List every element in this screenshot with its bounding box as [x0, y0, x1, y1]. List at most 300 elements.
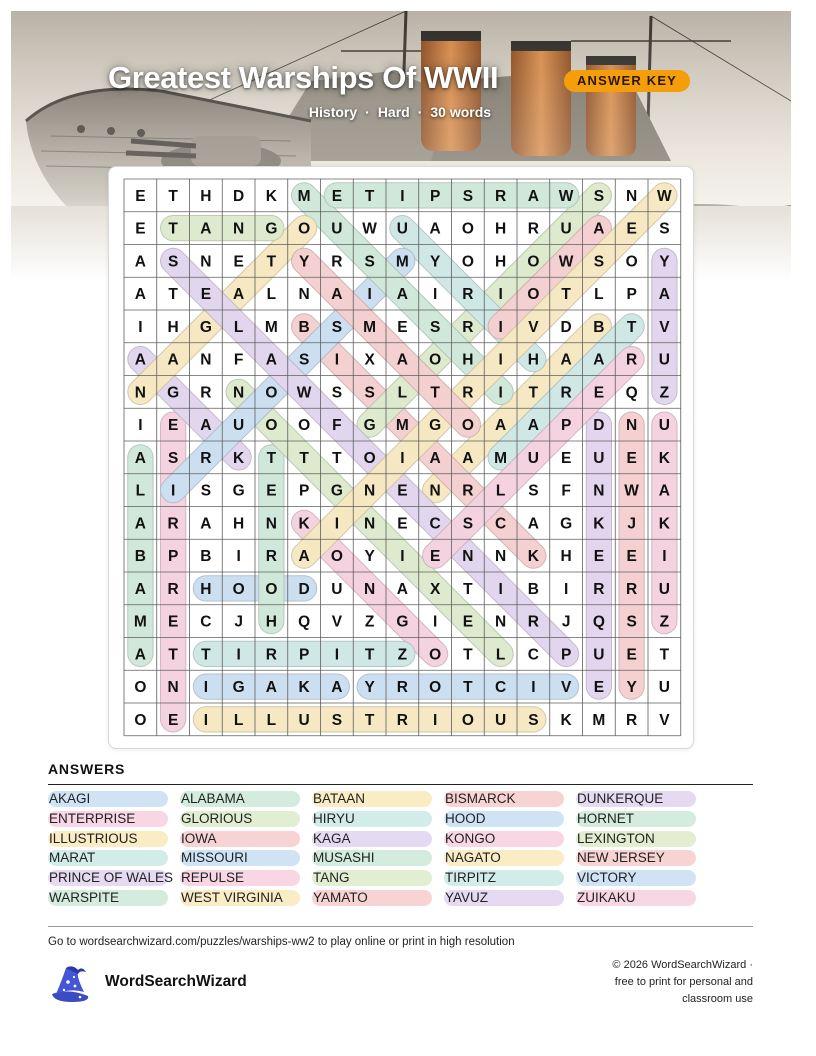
grid-cell-letter[interactable]: T	[266, 449, 277, 467]
grid-cell-letter[interactable]: T	[659, 646, 670, 664]
grid-cell-letter[interactable]: W	[558, 253, 574, 271]
grid-cell-letter[interactable]: G	[232, 679, 245, 697]
grid-cell-letter[interactable]: I	[236, 548, 241, 566]
grid-cell-letter[interactable]: R	[200, 384, 212, 402]
grid-cell-letter[interactable]: Y	[626, 679, 637, 697]
grid-cell-letter[interactable]: H	[495, 220, 507, 238]
grid-cell-letter[interactable]: I	[138, 417, 143, 435]
grid-cell-letter[interactable]: G	[429, 417, 442, 435]
grid-cell-letter[interactable]: U	[658, 417, 670, 435]
grid-cell-letter[interactable]: O	[625, 253, 638, 271]
grid-cell-letter[interactable]: S	[626, 613, 637, 631]
grid-cell-letter[interactable]: N	[364, 580, 376, 598]
grid-cell-letter[interactable]: N	[298, 286, 310, 304]
grid-cell-letter[interactable]: U	[658, 679, 670, 697]
grid-cell-letter[interactable]: E	[167, 417, 179, 435]
grid-cell-letter[interactable]: V	[659, 711, 670, 729]
grid-cell-letter[interactable]: C	[200, 613, 212, 631]
grid-cell-letter[interactable]: M	[133, 613, 147, 631]
grid-cell-letter[interactable]: H	[233, 515, 245, 533]
grid-cell-letter[interactable]: R	[462, 482, 474, 500]
grid-cell-letter[interactable]: Y	[659, 253, 670, 271]
grid-cell-letter[interactable]: R	[626, 351, 638, 369]
grid-cell-letter[interactable]: W	[558, 187, 574, 205]
grid-cell-letter[interactable]: F	[332, 417, 342, 435]
grid-cell-letter[interactable]: R	[462, 318, 474, 336]
grid-cell-letter[interactable]: K	[658, 515, 670, 533]
grid-cell-letter[interactable]: O	[429, 679, 442, 697]
grid-cell-letter[interactable]: A	[527, 187, 539, 205]
grid-cell-letter[interactable]: I	[367, 286, 372, 304]
grid-cell-letter[interactable]: U	[658, 351, 670, 369]
answer-word: NEW JERSEY	[576, 850, 696, 866]
grid-cell-letter[interactable]: K	[593, 515, 605, 533]
grid-cell-letter[interactable]: W	[657, 187, 672, 205]
grid-cell-letter[interactable]: S	[528, 482, 539, 500]
grid-cell-letter[interactable]: U	[331, 220, 343, 238]
grid-cell-letter[interactable]: C	[527, 646, 539, 664]
grid-cell-letter[interactable]: Y	[429, 253, 441, 271]
grid-cell-letter[interactable]: O	[461, 417, 474, 435]
grid-cell-letter[interactable]: P	[298, 482, 310, 500]
grid-cell-letter[interactable]: G	[167, 384, 180, 402]
grid-cell-letter[interactable]: G	[232, 482, 245, 500]
grid-cell-letter[interactable]: U	[658, 580, 670, 598]
grid-cell-letter[interactable]: N	[265, 515, 277, 533]
grid-cell-letter[interactable]: T	[332, 449, 342, 467]
grid-cell-letter[interactable]: N	[495, 613, 507, 631]
grid-cell-letter[interactable]: R	[167, 580, 179, 598]
grid-cell-letter[interactable]: R	[560, 384, 572, 402]
grid-cell-letter[interactable]: T	[561, 286, 571, 304]
grid-cell-letter[interactable]: L	[495, 646, 506, 664]
grid-cell-letter[interactable]: O	[265, 384, 278, 402]
grid-cell-letter[interactable]: E	[167, 711, 179, 729]
grid-cell-letter[interactable]: N	[626, 187, 638, 205]
grid-cell-letter[interactable]: N	[593, 482, 605, 500]
grid-cell-letter[interactable]: O	[461, 711, 474, 729]
grid-cell-letter[interactable]: U	[593, 449, 605, 467]
grid-cell-letter[interactable]: C	[429, 515, 441, 533]
grid-cell-letter[interactable]: R	[396, 711, 408, 729]
grid-cell-letter[interactable]: I	[203, 679, 209, 697]
grid-cell-letter[interactable]: S	[593, 253, 605, 271]
grid-cell-letter[interactable]: E	[429, 548, 441, 566]
word-search-grid	[109, 167, 693, 748]
grid-cell-letter[interactable]: R	[265, 548, 277, 566]
grid-cell-letter[interactable]: W	[624, 482, 639, 500]
grid-cell-letter[interactable]: G	[560, 515, 573, 533]
grid-cell-letter[interactable]: O	[232, 580, 245, 598]
grid-cell-letter[interactable]: K	[233, 449, 245, 467]
grid-cell-letter[interactable]: L	[135, 482, 146, 500]
grid-cell-letter[interactable]: A	[593, 220, 605, 238]
answers-heading: ANSWERS	[48, 761, 126, 777]
grid-cell-letter[interactable]: N	[134, 384, 146, 402]
grid-cell-letter[interactable]: T	[626, 318, 637, 336]
footer-link[interactable]: Go to wordsearchwizard.com/puzzles/warships-ww2 to play online or print in high resolution	[48, 936, 515, 948]
grid-cell-letter[interactable]: N	[200, 253, 212, 271]
grid-cell-letter[interactable]: O	[461, 220, 474, 238]
grid-cell-letter[interactable]: R	[265, 646, 277, 664]
grid-cell-letter[interactable]: A	[134, 449, 146, 467]
grid-cell-letter[interactable]: J	[561, 613, 571, 631]
grid-cell-letter[interactable]: U	[331, 580, 343, 598]
grid-cell-letter[interactable]: L	[495, 482, 506, 500]
grid-cell-letter[interactable]: A	[134, 646, 146, 664]
grid-cell-letter[interactable]: O	[527, 286, 540, 304]
grid-cell-letter[interactable]: I	[400, 187, 405, 205]
grid-cell-letter[interactable]: A	[658, 286, 670, 304]
grid-cell-letter[interactable]: R	[593, 580, 605, 598]
grid-cell-letter[interactable]: X	[429, 580, 441, 598]
grid-cell-letter[interactable]: V	[659, 318, 670, 336]
grid-cell-letter[interactable]: S	[462, 187, 474, 205]
grid-cell-letter[interactable]: R	[626, 580, 638, 598]
grid-cell-letter[interactable]: I	[432, 286, 438, 304]
grid-cell-letter[interactable]: E	[167, 613, 179, 631]
grid-cell-letter[interactable]: M	[592, 711, 606, 729]
grid-cell-letter[interactable]: N	[462, 548, 474, 566]
grid-cell-letter[interactable]: W	[296, 384, 312, 402]
grid-cell-letter[interactable]: B	[527, 580, 539, 598]
grid-cell-letter[interactable]: S	[331, 711, 343, 729]
grid-cell-letter[interactable]: I	[334, 515, 340, 533]
grid-cell-letter[interactable]: A	[298, 548, 310, 566]
grid-cell-letter[interactable]: T	[201, 646, 211, 664]
grid-cell-letter[interactable]: U	[527, 449, 539, 467]
grid-cell-letter[interactable]: E	[626, 220, 637, 238]
grid-cell-letter[interactable]: B	[134, 548, 146, 566]
grid-cell-letter[interactable]: H	[200, 580, 212, 598]
grid-cell-letter[interactable]: D	[560, 318, 572, 336]
grid-cell-letter[interactable]: U	[396, 220, 408, 238]
grid-cell-letter[interactable]: U	[233, 417, 245, 435]
grid-cell-letter[interactable]: E	[560, 449, 572, 467]
grid-cell-letter[interactable]: B	[298, 318, 310, 336]
grid-cell-letter[interactable]: R	[331, 253, 343, 271]
grid-cell-letter[interactable]: L	[266, 711, 277, 729]
grid-cell-letter[interactable]: P	[560, 417, 572, 435]
grid-cell-letter[interactable]: Z	[397, 646, 408, 664]
grid-cell-letter[interactable]: G	[265, 220, 278, 238]
grid-cell-letter[interactable]: O	[298, 220, 311, 238]
grid-cell-letter[interactable]: L	[594, 286, 604, 304]
grid-cell-letter[interactable]: K	[298, 515, 310, 533]
grid-cell-letter[interactable]: U	[298, 711, 310, 729]
grid-cell-letter[interactable]: I	[236, 646, 241, 664]
answer-word: BATAAN	[312, 791, 432, 807]
grid-cell-letter[interactable]: A	[167, 351, 179, 369]
grid-cell-letter[interactable]: T	[168, 187, 178, 205]
grid-cell-letter[interactable]: D	[233, 187, 245, 205]
grid-cell-letter[interactable]: N	[626, 417, 638, 435]
grid-cell-letter[interactable]: N	[167, 679, 179, 697]
grid-cell-letter[interactable]: H	[167, 318, 179, 336]
grid-cell-letter[interactable]: S	[331, 384, 343, 402]
answer-word: MARAT	[48, 850, 168, 866]
grid-cell-letter[interactable]: Y	[364, 679, 375, 697]
grid-cell-letter[interactable]: L	[233, 318, 244, 336]
grid-cell-letter[interactable]: H	[495, 253, 507, 271]
grid-cell-letter[interactable]: Z	[659, 613, 670, 631]
grid-cell-letter[interactable]: E	[626, 646, 637, 664]
grid-cell-letter[interactable]: I	[203, 711, 209, 729]
grid-cell-letter[interactable]: R	[200, 449, 212, 467]
grid-cell-letter[interactable]: L	[233, 711, 244, 729]
grid-cell-letter[interactable]: F	[561, 482, 571, 500]
grid-cell-letter[interactable]: I	[170, 482, 176, 500]
grid-cell-letter[interactable]: S	[167, 449, 179, 467]
grid-cell-letter[interactable]: A	[331, 679, 343, 697]
grid-cell-letter[interactable]: H	[527, 351, 539, 369]
grid-cell-letter[interactable]: I	[498, 384, 503, 402]
grid-cell-letter[interactable]: T	[463, 679, 473, 697]
grid-cell-letter[interactable]: T	[463, 646, 473, 664]
grid-cell-letter[interactable]: A	[134, 580, 146, 598]
grid-cell-letter[interactable]: A	[134, 351, 146, 369]
grid-cell-letter[interactable]: C	[495, 679, 507, 697]
grid-cell-letter[interactable]: A	[527, 417, 539, 435]
grid-cell-letter[interactable]: E	[593, 679, 605, 697]
grid-cell-letter[interactable]: K	[560, 711, 572, 729]
grid-cell-letter[interactable]: T	[168, 646, 178, 664]
grid-cell-letter[interactable]: A	[265, 351, 277, 369]
grid-cell-letter[interactable]: S	[429, 318, 441, 336]
grid-cell-letter[interactable]: I	[531, 679, 536, 697]
grid-cell-letter[interactable]: O	[265, 580, 278, 598]
grid-cell-letter[interactable]: T	[528, 384, 539, 402]
grid-cell-letter[interactable]: A	[429, 449, 441, 467]
grid-cell-letter[interactable]: Y	[364, 548, 375, 566]
grid-cell-letter[interactable]: S	[200, 482, 212, 500]
grid-cell-letter[interactable]: S	[462, 515, 474, 533]
grid-cell-letter[interactable]: M	[297, 187, 311, 205]
grid-cell-letter[interactable]: H	[265, 613, 277, 631]
grid-cell-letter[interactable]: T	[430, 384, 440, 402]
grid-cell-letter[interactable]: M	[494, 449, 508, 467]
grid-cell-letter[interactable]: P	[626, 286, 637, 304]
grid-cell-letter[interactable]: N	[364, 515, 376, 533]
grid-cell-letter[interactable]: I	[400, 449, 405, 467]
grid-cell-letter[interactable]: H	[560, 548, 572, 566]
grid-cell-letter[interactable]: S	[331, 318, 343, 336]
grid-cell-letter[interactable]: C	[495, 515, 507, 533]
answer-word: HIRYU	[312, 811, 432, 827]
grid-cell-letter[interactable]: T	[299, 449, 309, 467]
grid-cell-letter[interactable]: H	[200, 187, 212, 205]
grid-cell-letter[interactable]: E	[233, 253, 244, 271]
grid-cell-letter[interactable]: N	[364, 482, 376, 500]
grid-cell-letter[interactable]: U	[593, 646, 605, 664]
grid-cell-letter[interactable]: G	[199, 318, 212, 336]
grid-cell-letter[interactable]: S	[364, 253, 375, 271]
grid-cell-letter[interactable]: R	[527, 613, 539, 631]
grid-cell-letter[interactable]: I	[662, 548, 667, 566]
grid-cell-letter[interactable]: T	[168, 286, 178, 304]
grid-cell-letter[interactable]: S	[167, 253, 179, 271]
grid-cell-letter[interactable]: K	[527, 548, 539, 566]
grid-cell-letter[interactable]: N	[495, 548, 507, 566]
grid-cell-letter[interactable]: A	[396, 351, 408, 369]
grid-cell-letter[interactable]: Z	[364, 613, 375, 631]
grid-cell-letter[interactable]: O	[527, 253, 540, 271]
grid-cell-letter[interactable]: E	[331, 187, 343, 205]
grid-cell-letter[interactable]: O	[134, 711, 147, 729]
grid-cell-letter[interactable]: M	[395, 417, 409, 435]
grid-cell-letter[interactable]: E	[397, 318, 408, 336]
grid-cell-letter[interactable]: N	[429, 482, 441, 500]
grid-cell-letter[interactable]: E	[200, 286, 212, 304]
grid-cell-letter[interactable]: O	[429, 351, 442, 369]
grid-cell-letter[interactable]: O	[461, 253, 474, 271]
grid-cell-letter[interactable]: K	[658, 449, 670, 467]
grid-cell-letter[interactable]: E	[135, 187, 146, 205]
grid-cell-letter[interactable]: A	[429, 220, 441, 238]
grid-cell-letter[interactable]: H	[462, 351, 474, 369]
grid-cell-letter[interactable]: T	[364, 646, 375, 664]
grid-cell-letter[interactable]: A	[658, 482, 670, 500]
grid-cell-letter[interactable]: J	[627, 515, 636, 533]
grid-cell-letter[interactable]: Z	[659, 384, 670, 402]
grid-cell-letter[interactable]: T	[266, 253, 277, 271]
grid-cell-letter[interactable]: E	[135, 220, 146, 238]
grid-cell-letter[interactable]: I	[498, 580, 503, 598]
grid-cell-letter[interactable]: K	[265, 187, 277, 205]
grid-cell-letter[interactable]: O	[363, 449, 376, 467]
puzzle-meta	[0, 104, 800, 120]
grid-cell-letter[interactable]: X	[364, 351, 375, 369]
grid-cell-letter[interactable]: I	[498, 318, 503, 336]
grid-cell-letter[interactable]: A	[560, 351, 572, 369]
grid-cell-letter[interactable]: I	[334, 646, 340, 664]
grid-cell-letter[interactable]: A	[495, 417, 507, 435]
grid-cell-letter[interactable]: S	[298, 351, 310, 369]
grid-cell-letter[interactable]: A	[200, 515, 212, 533]
grid-cell-letter[interactable]: A	[396, 286, 408, 304]
grid-cell-letter[interactable]: M	[264, 318, 278, 336]
grid-cell-letter[interactable]: U	[560, 220, 572, 238]
grid-cell-letter[interactable]: E	[462, 613, 474, 631]
grid-cell-letter[interactable]: E	[593, 384, 605, 402]
grid-cell-letter[interactable]: V	[528, 318, 539, 336]
grid-cell-letter[interactable]: V	[560, 679, 572, 697]
grid-cell-letter[interactable]: E	[397, 482, 408, 500]
grid-cell-letter[interactable]: O	[298, 417, 311, 435]
grid-cell-letter[interactable]: A	[134, 515, 146, 533]
grid-cell-letter[interactable]: W	[362, 220, 377, 238]
grid-cell-letter[interactable]: E	[626, 449, 637, 467]
grid-cell-letter[interactable]: I	[400, 548, 405, 566]
grid-cell-letter[interactable]: N	[233, 220, 245, 238]
grid-cell-letter[interactable]: M	[363, 318, 377, 336]
grid-cell-letter[interactable]: D	[593, 417, 605, 435]
grid-cell-letter[interactable]: E	[626, 548, 637, 566]
grid-cell-letter[interactable]: Y	[298, 253, 310, 271]
grid-cell-letter[interactable]: A	[265, 679, 277, 697]
grid-cell-letter[interactable]: G	[330, 482, 343, 500]
grid-cell-letter[interactable]: A	[396, 580, 408, 598]
grid-cell-letter[interactable]: Q	[592, 613, 605, 631]
grid-cell-letter[interactable]: S	[364, 384, 375, 402]
grid-cell-letter[interactable]: I	[334, 351, 340, 369]
grid-cell-letter[interactable]: D	[298, 580, 310, 598]
grid-cell-letter[interactable]: R	[626, 711, 638, 729]
grid-cell-letter[interactable]: B	[593, 318, 605, 336]
grid-cell-letter[interactable]: A	[331, 286, 343, 304]
grid-cell-letter[interactable]: G	[363, 417, 376, 435]
grid-cell-letter[interactable]: I	[498, 286, 503, 304]
answer-word: DUNKERQUE	[576, 791, 696, 807]
grid-cell-letter[interactable]: O	[265, 417, 278, 435]
grid-cell-letter[interactable]: S	[659, 220, 670, 238]
grid-cell-letter[interactable]: L	[397, 384, 408, 402]
grid-cell-letter[interactable]: G	[396, 613, 409, 631]
grid-cell-letter[interactable]: S	[528, 711, 539, 729]
grid-cell-letter[interactable]: T	[364, 711, 375, 729]
grid-cell-letter[interactable]: N	[200, 351, 212, 369]
grid-cell-letter[interactable]: F	[233, 351, 244, 369]
grid-cell-letter[interactable]: P	[167, 548, 179, 566]
grid-cell-letter[interactable]: P	[560, 646, 572, 664]
grid-cell-letter[interactable]: T	[364, 187, 375, 205]
grid-cell-letter[interactable]: E	[397, 515, 408, 533]
grid-cell-letter[interactable]: A	[200, 220, 212, 238]
grid-cell-letter[interactable]: R	[527, 220, 539, 238]
grid-cell-letter[interactable]: Q	[625, 384, 638, 402]
grid-cell-letter[interactable]: A	[200, 417, 212, 435]
answer-word: HORNET	[576, 811, 696, 827]
grid-cell-letter[interactable]: R	[495, 187, 507, 205]
grid-cell-letter[interactable]: T	[463, 580, 473, 598]
grid-cell-letter[interactable]: P	[429, 187, 441, 205]
grid-cell-letter[interactable]: L	[266, 286, 277, 304]
grid-cell-letter[interactable]: M	[395, 253, 409, 271]
grid-cell-letter[interactable]: A	[593, 351, 605, 369]
grid-cell-letter[interactable]: I	[138, 318, 143, 336]
grid-cell-letter[interactable]: N	[233, 384, 245, 402]
grid-cell-letter[interactable]: I	[432, 613, 438, 631]
grid-cell-letter[interactable]: R	[167, 515, 179, 533]
grid-cell-letter[interactable]: A	[462, 449, 474, 467]
grid-cell-letter[interactable]: R	[462, 384, 474, 402]
grid-cell-letter[interactable]: S	[593, 187, 605, 205]
grid-cell-letter[interactable]: A	[233, 286, 245, 304]
grid-cell-letter[interactable]: T	[168, 220, 178, 238]
grid-cell-letter[interactable]: A	[134, 253, 146, 271]
answer-word: PRINCE OF WALES	[49, 870, 174, 886]
grid-cell-letter[interactable]: P	[298, 646, 310, 664]
grid-cell-letter[interactable]: E	[266, 482, 277, 500]
grid-cell-letter[interactable]: J	[234, 613, 243, 631]
grid-cell-letter[interactable]: K	[298, 679, 310, 697]
grid-cell-letter[interactable]: R	[396, 679, 408, 697]
grid-cell-letter[interactable]: A	[134, 286, 146, 304]
grid-cell-letter[interactable]: E	[593, 548, 605, 566]
grid-cell-letter[interactable]: O	[429, 646, 442, 664]
grid-cell-letter[interactable]: Q	[298, 613, 311, 631]
grid-cell-letter[interactable]: O	[330, 548, 343, 566]
grid-cell-letter[interactable]: R	[462, 286, 474, 304]
grid-cell-letter[interactable]: I	[563, 580, 569, 598]
grid-cell-letter[interactable]: A	[527, 515, 539, 533]
grid-cell-letter[interactable]: O	[134, 679, 147, 697]
grid-cell-letter[interactable]: I	[432, 711, 438, 729]
grid-cell-letter[interactable]: U	[495, 711, 507, 729]
grid-cell-letter[interactable]: I	[498, 351, 503, 369]
grid-cell-letter[interactable]: V	[331, 613, 343, 631]
grid-cell-letter[interactable]: B	[200, 548, 212, 566]
